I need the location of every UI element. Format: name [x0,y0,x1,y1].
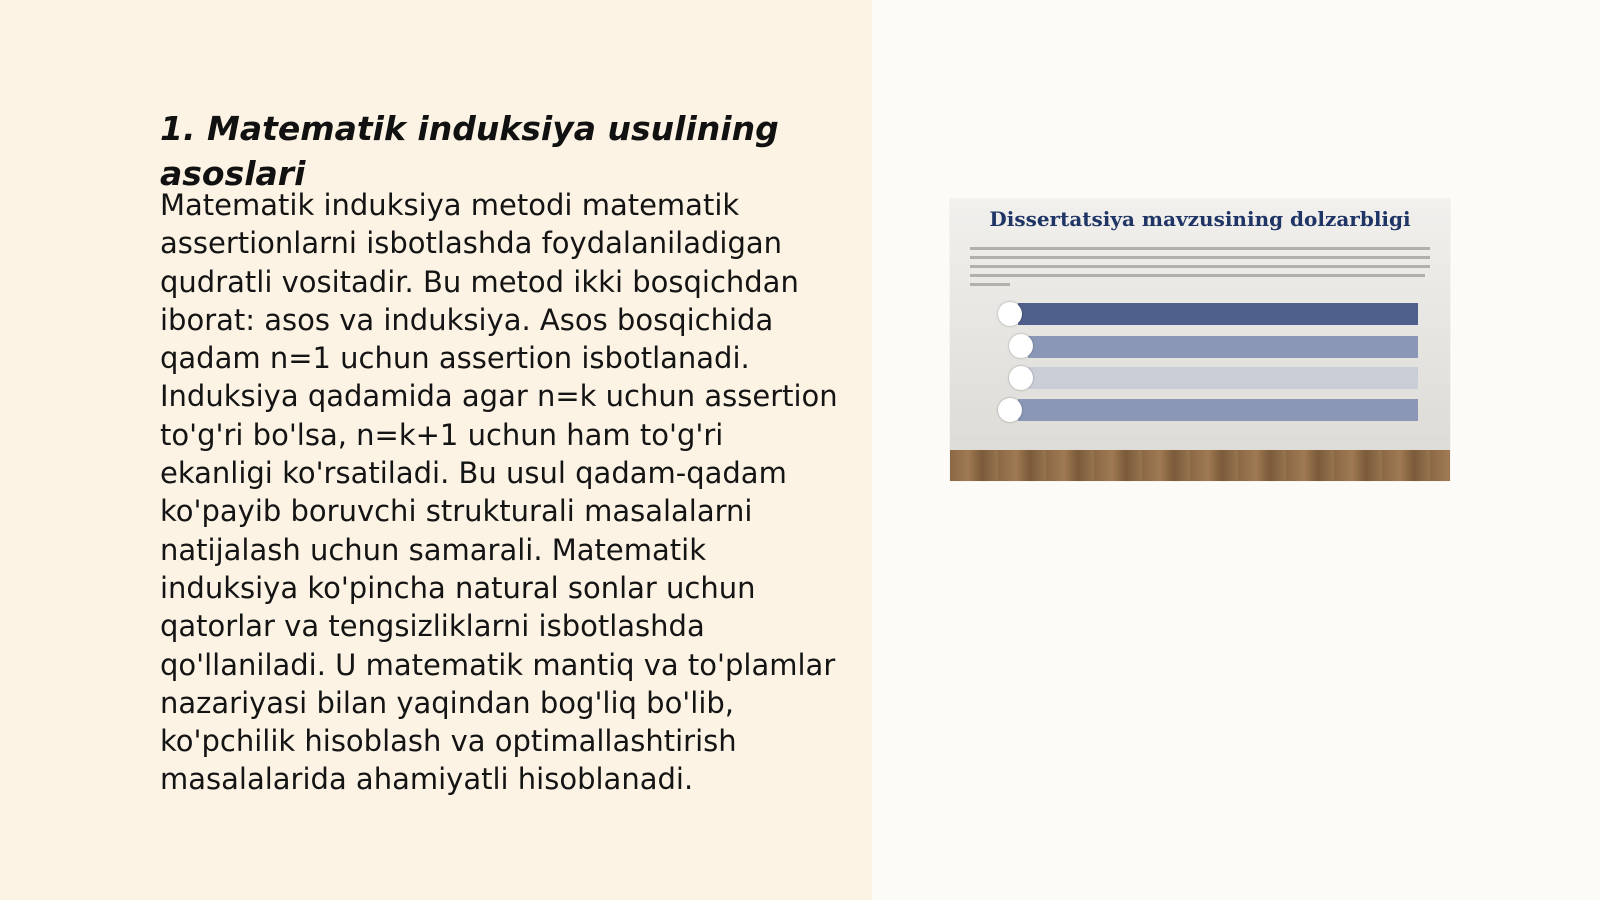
image-bullet [1009,366,1033,390]
image-text-line [970,274,1425,277]
image-text-line [970,265,1430,268]
image-list-bar [1018,303,1418,325]
image-text-line [970,283,1010,286]
image-title: Dissertatsiya mavzusining dolzarbligi [989,207,1411,231]
image-wood-floor [950,450,1450,481]
image-list-bar [1028,367,1418,389]
image-list-bar [1028,336,1418,358]
image-list-bar [1018,399,1418,421]
slide-title: 1. Matematik induksiya usulining asoslari [160,109,779,193]
image-bullet [998,302,1022,326]
image-bullet [1009,334,1033,358]
image-text-line [970,247,1430,250]
image-bullet [998,398,1022,422]
slide-image [950,199,1450,481]
image-text-line [970,256,1430,259]
slide-body-text: Matematik induksiya metodi matematik assertionlarni isbotlashda foydalaniladigan qudratli vositadir. Bu metod ikki bosqichdan iborat: asos va induksiya. Asos bosqichida qadam n=1 uchun assertion isbotlanadi. Induksiya qadamida agar n=k uchun assertion to'g'ri bo'lsa, n=k+1 uchun ham to'g'ri ekanligi ko'rsatiladi. Bu usul qadam-qadam ko'payib boruvchi strukturali masalalarni natijalash uchun samarali. Matematik induksiya ko'pincha natural sonlar uchun qatorlar va tengsizliklarni isbotlashda qo'llaniladi. U matematik mantiq va to'plamlar nazariyasi bilan yaqindan bog'liq bo'lib, ko'pchilik hisoblash va optimallashtirish masalalarida ahamiyatli hisoblanadi. [160,188,838,797]
